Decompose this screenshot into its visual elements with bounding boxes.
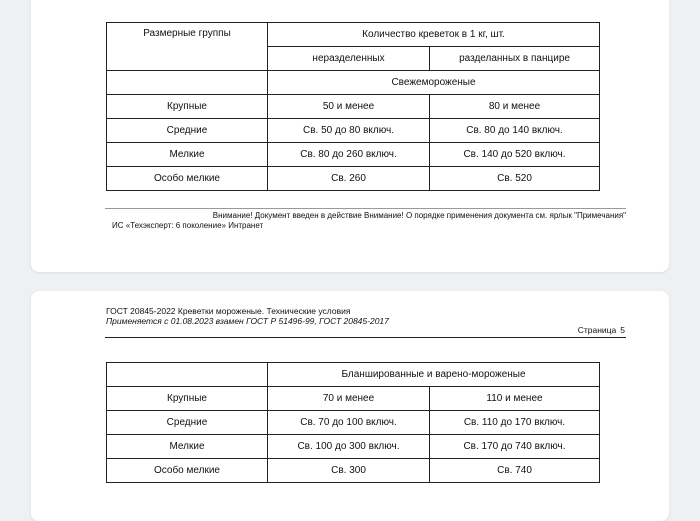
header-separated: разделанных в панцире xyxy=(430,47,600,71)
header-size-groups: Размерные группы xyxy=(107,23,268,71)
document-applies: Применяется с 01.08.2023 взамен ГОСТ Р 51496-99, ГОСТ 20845-2017 xyxy=(106,316,389,326)
row-separated: Св. 140 до 520 включ. xyxy=(430,143,600,167)
table-row xyxy=(107,387,600,411)
row-group: Средние xyxy=(107,411,268,435)
document-title: ГОСТ 20845-2022 Креветки мороженые. Технические условия xyxy=(106,306,351,316)
row-group: Мелкие xyxy=(107,435,268,459)
table-row xyxy=(107,119,600,143)
header-unseparated: неразделенных xyxy=(268,47,430,71)
table-row xyxy=(107,459,600,483)
table-row xyxy=(107,143,600,167)
document-page-1 xyxy=(31,0,669,272)
section-empty-cell xyxy=(107,71,268,95)
table-row xyxy=(107,435,600,459)
page-indicator xyxy=(578,325,625,335)
row-group: Мелкие xyxy=(107,143,268,167)
row-separated: Св. 170 до 740 включ. xyxy=(430,435,600,459)
row-unseparated: Св. 70 до 100 включ. xyxy=(268,411,430,435)
row-separated: 80 и менее xyxy=(430,95,600,119)
table-row xyxy=(107,411,600,435)
table-row xyxy=(107,95,600,119)
row-unseparated: 50 и менее xyxy=(268,95,430,119)
section-title-blanched: Бланшированные и варено-мороженые xyxy=(268,363,600,387)
row-group: Особо мелкие xyxy=(107,167,268,191)
row-group: Крупные xyxy=(107,95,268,119)
row-group: Средние xyxy=(107,119,268,143)
row-unseparated: Св. 300 xyxy=(268,459,430,483)
header-divider xyxy=(105,337,626,338)
row-unseparated: Св. 260 xyxy=(268,167,430,191)
row-group: Крупные xyxy=(107,387,268,411)
row-unseparated: Св. 80 до 260 включ. xyxy=(268,143,430,167)
document-page-2 xyxy=(31,291,669,521)
header-quantity: Количество креветок в 1 кг, шт. xyxy=(268,23,600,47)
row-separated: Св. 520 xyxy=(430,167,600,191)
shrimp-size-table-blanched xyxy=(106,362,600,483)
footer-divider xyxy=(105,208,626,209)
section-empty-cell xyxy=(107,363,268,387)
row-group: Особо мелкие xyxy=(107,459,268,483)
row-unseparated: Св. 50 до 80 включ. xyxy=(268,119,430,143)
row-unseparated: 70 и менее xyxy=(268,387,430,411)
system-label: ИС «Техэксперт: 6 поколение» Интранет xyxy=(112,221,264,230)
page-word: Страница xyxy=(577,325,617,335)
row-unseparated: Св. 100 до 300 включ. xyxy=(268,435,430,459)
shrimp-size-table-frozen xyxy=(106,22,600,191)
row-separated: Св. 80 до 140 включ. xyxy=(430,119,600,143)
table-row xyxy=(107,167,600,191)
document-notice: Внимание! Документ введен в действие Внимание! О порядке применения документа см. ярлык "Примечания" xyxy=(212,211,626,220)
section-title-frozen: Свежемороженые xyxy=(268,71,600,95)
page-number: 5 xyxy=(620,325,625,335)
row-separated: Св. 110 до 170 включ. xyxy=(430,411,600,435)
row-separated: Св. 740 xyxy=(430,459,600,483)
row-separated: 110 и менее xyxy=(430,387,600,411)
